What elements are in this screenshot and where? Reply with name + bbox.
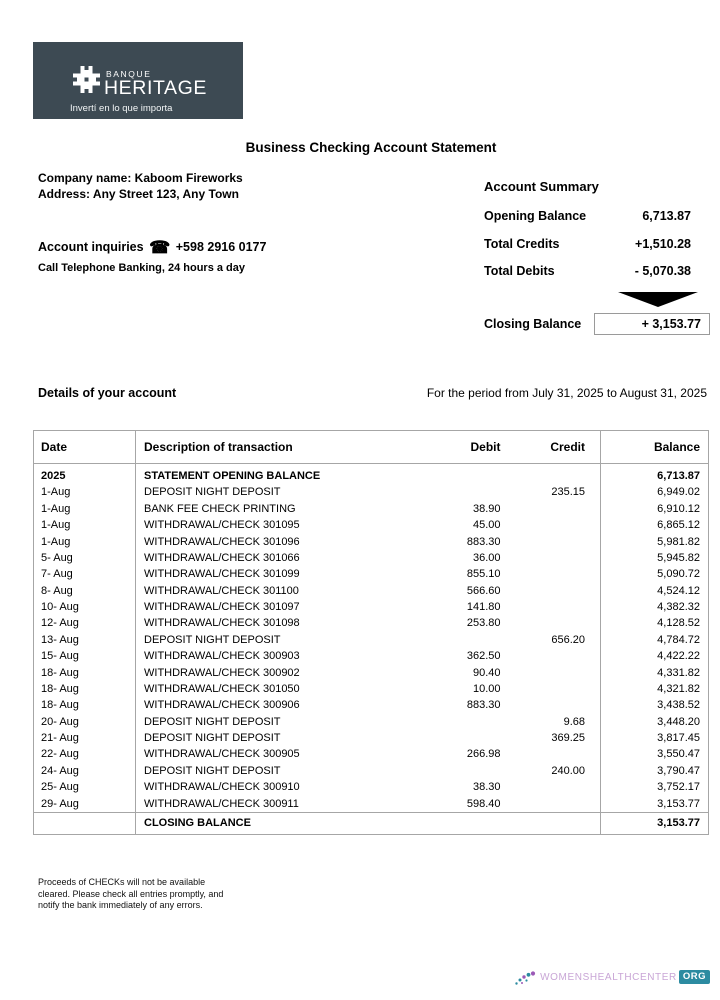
bank-name-small: BANQUE [106,69,152,79]
cell-balance: 5,945.82 [601,550,709,566]
table-row [34,730,709,746]
cell-date: 2025 [34,464,136,485]
cell-credit [506,599,601,615]
table-row [34,566,709,582]
statement-period: For the period from July 31, 2025 to August 31, 2025 [426,386,707,400]
bank-logo [33,42,243,119]
cell-debit: 266.98 [466,748,501,761]
table-row [34,632,709,648]
cell-balance: 4,784.72 [601,632,709,648]
cell-debit [421,730,506,746]
cell-date: 18- Aug [34,697,136,713]
header-credit: Credit [506,431,601,464]
cell-date: 25- Aug [34,779,136,795]
cell-description: WITHDRAWAL/CHECK 301096 [144,535,300,548]
cell-credit [506,681,601,697]
total-credits-value: +1,510.28 [635,236,691,251]
cell-date: 15- Aug [34,648,136,664]
table-row [34,713,709,729]
table-row [34,746,709,762]
company-block [38,171,243,202]
table-row [34,484,709,500]
table-row [34,779,709,795]
cell-balance: 4,128.52 [601,615,709,631]
cell-credit [506,664,601,680]
cell-date: 5- Aug [34,550,136,566]
cell-balance: 3,752.17 [601,779,709,795]
cell-date: 13- Aug [34,632,136,648]
cell-credit: 240.00 [551,764,585,777]
account-summary [484,179,710,335]
cell-credit: 9.68 [563,715,585,728]
cell-credit [506,746,601,762]
table-row [34,550,709,566]
cell-debit: 566.60 [466,584,501,597]
cell-description: WITHDRAWAL/CHECK 301097 [144,601,300,613]
cell-balance: 6,713.87 [601,464,709,485]
pixel-cross-icon [73,66,100,93]
cell-debit: 855.10 [466,568,501,581]
footer-line-1: Proceeds of CHECKs will not be available [38,877,206,887]
cell-balance: 6,910.12 [601,501,709,517]
cell-balance: 3,550.47 [601,746,709,762]
cell-balance: 4,422.22 [601,648,709,664]
details-line [38,386,707,400]
cell-credit: 369.25 [551,732,585,744]
cell-credit [506,615,601,631]
cell-balance: 4,321.82 [601,681,709,697]
cell-date: 18- Aug [34,664,136,680]
cell-debit [421,763,506,779]
cell-description: DEPOSIT NIGHT DEPOSIT [144,715,281,728]
closing-balance-row [484,313,710,335]
phone-number: +598 2916 0177 [175,240,267,254]
total-debits-label: Total Debits [484,264,555,278]
cell-balance: 5,981.82 [601,533,709,549]
cell-description: WITHDRAWAL/CHECK 300906 [144,699,300,712]
cell-date: 21- Aug [34,730,136,746]
cell-balance: 3,153.77 [601,812,709,834]
cell-balance: 3,153.77 [601,795,709,812]
table-row [34,795,709,812]
company-name-line: Company name: Kaboom Fireworks [38,171,243,185]
cell-debit: 883.30 [466,535,501,548]
cell-debit [421,464,506,485]
cell-balance: 6,865.12 [601,517,709,533]
cell-debit: 883.30 [466,699,501,712]
cell-credit [506,779,601,795]
cell-description: WITHDRAWAL/CHECK 300905 [144,748,300,761]
cell-date: 29- Aug [34,795,136,812]
opening-balance-table-row [34,464,709,485]
closing-balance-label: Closing Balance [484,316,582,331]
table-row [34,681,709,697]
cell-debit: 141.80 [466,601,501,613]
table-row [34,648,709,664]
table-row [34,533,709,549]
cell-balance: 5,090.72 [601,566,709,582]
opening-balance-row [484,209,710,223]
company-address-line: Address: Any Street 123, Any Town [38,186,239,201]
footer-line-3: notify the bank immediately of any errors. [38,900,203,910]
cell-balance: 4,382.32 [601,599,709,615]
account-inquiries-line [38,238,266,258]
cell-date: 24- Aug [34,763,136,779]
cell-description: WITHDRAWAL/CHECK 301050 [144,682,300,695]
transactions-body [34,464,709,835]
opening-balance-label: Opening Balance [484,209,587,223]
cell-description: WITHDRAWAL/CHECK 300902 [144,666,300,679]
cell-debit: 36.00 [472,551,501,564]
cell-debit: 38.30 [472,781,501,794]
cell-debit: 362.50 [466,650,501,663]
cell-debit [421,812,506,834]
cell-credit [506,582,601,598]
header-date: Date [34,431,136,464]
cell-credit: 656.20 [551,633,585,646]
cell-credit [506,517,601,533]
total-credits-row [484,237,710,251]
cell-description: STATEMENT OPENING BALANCE [144,470,321,482]
cell-description: WITHDRAWAL/CHECK 300903 [144,650,300,663]
cell-credit [506,648,601,664]
table-header-row [34,431,709,464]
bank-name-large: HERITAGE [104,77,208,99]
header-description: Description of transaction [136,431,421,464]
cell-description: WITHDRAWAL/CHECK 300910 [144,781,300,794]
cell-date: 8- Aug [34,582,136,598]
cell-date: 1-Aug [34,533,136,549]
cell-debit: 90.40 [472,666,501,679]
closing-balance-table-row [34,812,709,834]
cell-debit [421,484,506,500]
cell-date: 1-Aug [34,484,136,500]
table-row [34,582,709,598]
cell-credit [506,550,601,566]
cell-credit [506,566,601,582]
total-debits-row [484,264,710,278]
cell-date: 10- Aug [34,599,136,615]
table-row [34,664,709,680]
table-row [34,615,709,631]
cell-credit [506,464,601,485]
cell-description: CLOSING BALANCE [136,812,421,834]
cell-debit [421,713,506,729]
account-summary-title: Account Summary [484,179,599,194]
cell-description: WITHDRAWAL/CHECK 301099 [144,568,300,581]
bank-tagline: Invertí en lo que importa [70,103,173,114]
cell-description: WITHDRAWAL/CHECK 301066 [144,551,300,564]
cell-debit: 253.80 [466,617,501,630]
cell-balance: 3,790.47 [601,763,709,779]
cell-debit [421,632,506,648]
cell-balance: 6,949.02 [601,484,709,500]
cell-debit: 38.90 [472,502,501,515]
opening-balance-value: 6,713.87 [642,209,691,223]
telephone-banking-line: Call Telephone Banking, 24 hours a day [38,262,246,274]
header-balance: Balance [601,431,709,464]
cell-date [34,812,136,834]
cell-debit: 45.00 [472,519,501,532]
cell-description: WITHDRAWAL/CHECK 300911 [144,797,299,810]
table-row [34,697,709,713]
cell-date: 1-Aug [34,517,136,533]
cell-credit [506,501,601,517]
cell-balance: 3,438.52 [601,697,709,713]
cell-date: 12- Aug [34,615,136,631]
table-row [34,763,709,779]
cell-date: 22- Aug [34,746,136,762]
transactions-table [33,430,709,835]
cell-credit [506,533,601,549]
cell-credit: 235.15 [551,486,585,499]
cell-description: WITHDRAWAL/CHECK 301098 [144,617,300,630]
telephone-icon: ☎ [149,238,171,257]
header-debit: Debit [421,431,506,464]
arrow-container [484,292,710,307]
cell-credit [506,795,601,812]
cell-debit: 598.40 [466,797,501,810]
details-heading: Details of your account [38,386,177,400]
cell-credit [506,812,601,834]
closing-balance-value: + 3,153.77 [594,313,710,335]
cell-date: 20- Aug [34,713,136,729]
cell-balance: 4,524.12 [601,582,709,598]
total-debits-value: - 5,070.38 [634,264,691,278]
cell-description: DEPOSIT NIGHT DEPOSIT [144,486,281,499]
total-credits-label: Total Credits [484,236,560,251]
cell-description: DEPOSIT NIGHT DEPOSIT [144,633,281,646]
watermark-tld-badge: ORG [679,970,710,984]
cell-description: DEPOSIT NIGHT DEPOSIT [144,732,281,744]
cell-description: BANK FEE CHECK PRINTING [144,502,296,515]
table-row [34,501,709,517]
cell-description: WITHDRAWAL/CHECK 301095 [144,519,300,532]
page-title: Business Checking Account Statement [245,140,497,155]
cell-date: 1-Aug [34,501,136,517]
dots-swoosh-icon [514,966,538,988]
cell-description: DEPOSIT NIGHT DEPOSIT [144,764,281,777]
cell-balance: 3,817.45 [601,730,709,746]
cell-balance: 3,448.20 [601,713,709,729]
inquiries-label: Account inquiries [38,240,144,254]
table-row [34,599,709,615]
watermark-site-text: WOMENSHEALTHCENTER [540,971,677,983]
cell-debit: 10.00 [472,682,501,695]
footer-note [38,877,223,912]
cell-credit [506,697,601,713]
watermark [514,966,710,988]
footer-line-2: cleared. Please check all entries promptly, and [38,888,224,899]
table-row [34,517,709,533]
cell-date: 7- Aug [34,566,136,582]
cell-balance: 4,331.82 [601,664,709,680]
down-arrow-icon [618,292,698,307]
cell-date: 18- Aug [34,681,136,697]
cell-description: WITHDRAWAL/CHECK 301100 [144,584,299,597]
